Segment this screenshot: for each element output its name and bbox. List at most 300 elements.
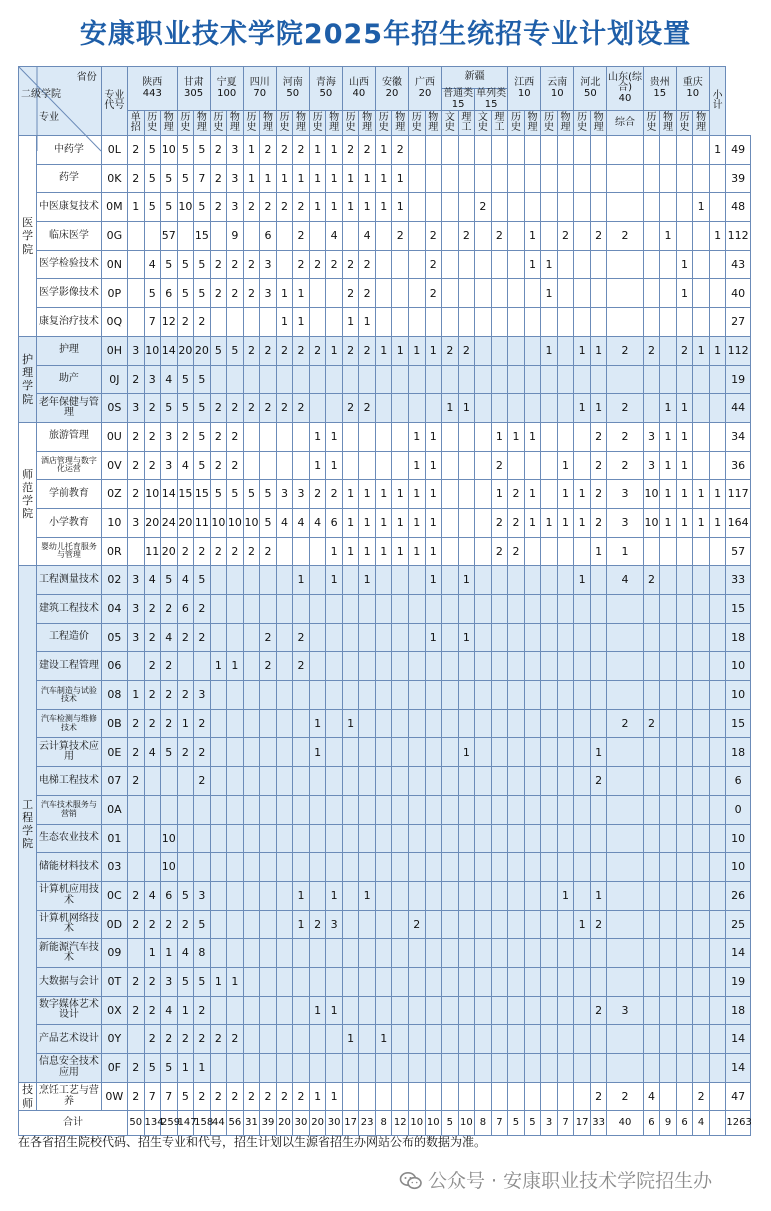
value-cell: 1 bbox=[375, 537, 392, 566]
table-row bbox=[19, 1082, 751, 1111]
value-cell: 10 bbox=[161, 853, 178, 882]
subject-header: 物理 bbox=[293, 111, 310, 136]
value-cell bbox=[557, 164, 574, 193]
value-cell: 5 bbox=[161, 1054, 178, 1083]
value-cell bbox=[660, 967, 677, 996]
value-cell bbox=[508, 595, 525, 624]
value-cell: 1 bbox=[693, 336, 710, 365]
value-cell bbox=[693, 967, 710, 996]
value-cell bbox=[375, 767, 392, 796]
value-cell: 5 bbox=[177, 394, 194, 423]
value-cell bbox=[643, 1054, 660, 1083]
subject-header: 历史 bbox=[409, 111, 426, 136]
value-cell: 3 bbox=[161, 451, 178, 480]
value-cell bbox=[210, 222, 227, 251]
value-cell bbox=[607, 595, 643, 624]
value-cell bbox=[409, 566, 426, 595]
value-cell bbox=[127, 1025, 144, 1054]
major-cell: 建筑工程技术 bbox=[37, 595, 102, 624]
value-cell bbox=[574, 193, 591, 222]
value-cell: 2 bbox=[227, 1025, 244, 1054]
value-cell bbox=[491, 279, 508, 308]
value-cell bbox=[574, 1082, 591, 1111]
value-cell bbox=[574, 738, 591, 767]
value-cell bbox=[409, 738, 426, 767]
value-cell bbox=[541, 623, 558, 652]
value-cell bbox=[693, 881, 710, 910]
value-cell bbox=[709, 738, 726, 767]
value-cell: 1 bbox=[293, 881, 310, 910]
value-cell: 1 bbox=[309, 709, 326, 738]
row-total-cell: 44 bbox=[726, 394, 751, 423]
value-cell bbox=[643, 222, 660, 251]
value-cell bbox=[541, 795, 558, 824]
value-cell bbox=[458, 480, 475, 509]
value-cell bbox=[293, 795, 310, 824]
value-cell bbox=[508, 824, 525, 853]
value-cell bbox=[541, 480, 558, 509]
value-cell bbox=[425, 394, 442, 423]
value-cell bbox=[442, 853, 459, 882]
value-cell bbox=[491, 308, 508, 337]
value-cell bbox=[508, 881, 525, 910]
value-cell: 2 bbox=[144, 422, 161, 451]
value-cell bbox=[676, 164, 693, 193]
value-cell bbox=[676, 365, 693, 394]
totals-label: 合计 bbox=[19, 1111, 128, 1136]
subject-header: 物理 bbox=[194, 111, 211, 136]
value-cell: 3 bbox=[127, 566, 144, 595]
value-cell bbox=[243, 222, 260, 251]
value-cell bbox=[676, 824, 693, 853]
value-cell bbox=[643, 853, 660, 882]
value-cell: 2 bbox=[194, 996, 211, 1025]
value-cell: 1 bbox=[541, 279, 558, 308]
value-cell bbox=[524, 136, 541, 165]
subject-header: 历史 bbox=[177, 111, 194, 136]
value-cell: 5 bbox=[177, 136, 194, 165]
value-cell: 1 bbox=[127, 193, 144, 222]
value-cell: 2 bbox=[458, 222, 475, 251]
value-cell bbox=[475, 250, 492, 279]
group-name: 单列类 bbox=[476, 88, 507, 99]
value-cell bbox=[590, 595, 607, 624]
value-cell bbox=[359, 767, 376, 796]
value-cell bbox=[557, 939, 574, 968]
value-cell bbox=[643, 996, 660, 1025]
row-total-cell: 19 bbox=[726, 365, 751, 394]
table-row bbox=[19, 336, 751, 365]
value-cell bbox=[309, 1025, 326, 1054]
value-cell bbox=[458, 250, 475, 279]
value-cell: 3 bbox=[161, 422, 178, 451]
value-cell bbox=[326, 967, 343, 996]
row-total-cell: 14 bbox=[726, 1025, 751, 1054]
value-cell: 2 bbox=[227, 1082, 244, 1111]
value-cell bbox=[676, 1054, 693, 1083]
value-cell bbox=[574, 967, 591, 996]
value-cell bbox=[508, 1054, 525, 1083]
major-cell: 汽车检测与维修技术 bbox=[37, 709, 102, 738]
value-cell: 2 bbox=[607, 709, 643, 738]
value-cell: 2 bbox=[127, 881, 144, 910]
value-cell bbox=[524, 279, 541, 308]
value-cell bbox=[607, 910, 643, 939]
value-cell: 2 bbox=[491, 222, 508, 251]
value-cell: 2 bbox=[260, 193, 277, 222]
value-cell bbox=[643, 910, 660, 939]
value-cell bbox=[541, 566, 558, 595]
value-cell bbox=[643, 308, 660, 337]
value-cell bbox=[491, 967, 508, 996]
value-cell bbox=[508, 193, 525, 222]
subject-header: 历史 bbox=[309, 111, 326, 136]
value-cell bbox=[643, 881, 660, 910]
value-cell bbox=[276, 451, 293, 480]
value-cell bbox=[590, 967, 607, 996]
code-cell: 0D bbox=[101, 910, 127, 939]
value-cell: 2 bbox=[309, 910, 326, 939]
value-cell bbox=[210, 738, 227, 767]
value-cell: 1 bbox=[127, 681, 144, 710]
value-cell bbox=[127, 795, 144, 824]
row-total-cell: 15 bbox=[726, 709, 751, 738]
value-cell: 1 bbox=[210, 652, 227, 681]
value-cell: 2 bbox=[243, 336, 260, 365]
value-cell bbox=[326, 394, 343, 423]
province-group bbox=[442, 89, 475, 111]
value-cell bbox=[392, 881, 409, 910]
value-cell bbox=[676, 681, 693, 710]
subject-header: 物理 bbox=[557, 111, 574, 136]
value-cell bbox=[557, 308, 574, 337]
value-cell bbox=[442, 939, 459, 968]
value-cell: 1 bbox=[458, 623, 475, 652]
value-cell: 4 bbox=[177, 451, 194, 480]
value-cell bbox=[442, 308, 459, 337]
value-cell bbox=[309, 853, 326, 882]
province-header bbox=[574, 67, 607, 111]
value-cell bbox=[508, 336, 525, 365]
subject-header: 物理 bbox=[693, 111, 710, 136]
total-value-cell: 147 bbox=[177, 1111, 194, 1136]
value-cell bbox=[660, 1025, 677, 1054]
value-cell: 5 bbox=[260, 508, 277, 537]
value-cell: 1 bbox=[425, 508, 442, 537]
value-cell bbox=[442, 738, 459, 767]
value-cell bbox=[458, 451, 475, 480]
table-row bbox=[19, 1054, 751, 1083]
value-cell bbox=[359, 996, 376, 1025]
value-cell bbox=[590, 939, 607, 968]
value-cell bbox=[326, 738, 343, 767]
value-cell bbox=[409, 595, 426, 624]
value-cell: 5 bbox=[227, 336, 244, 365]
value-cell bbox=[607, 681, 643, 710]
value-cell bbox=[409, 279, 426, 308]
major-cell: 旅游管理 bbox=[37, 422, 102, 451]
subject-header: 物理 bbox=[260, 111, 277, 136]
value-cell bbox=[326, 308, 343, 337]
value-cell bbox=[660, 336, 677, 365]
value-cell: 2 bbox=[127, 738, 144, 767]
code-cell: 03 bbox=[101, 853, 127, 882]
value-cell bbox=[557, 250, 574, 279]
value-cell bbox=[590, 853, 607, 882]
value-cell: 1 bbox=[524, 480, 541, 509]
value-cell bbox=[709, 164, 726, 193]
value-cell bbox=[293, 1025, 310, 1054]
value-cell bbox=[161, 767, 178, 796]
value-cell bbox=[590, 795, 607, 824]
value-cell: 1 bbox=[458, 738, 475, 767]
value-cell bbox=[541, 652, 558, 681]
value-cell: 5 bbox=[227, 480, 244, 509]
value-cell: 1 bbox=[425, 451, 442, 480]
value-cell bbox=[709, 910, 726, 939]
value-cell bbox=[508, 365, 525, 394]
value-cell: 2 bbox=[227, 250, 244, 279]
value-cell bbox=[442, 595, 459, 624]
value-cell bbox=[660, 939, 677, 968]
value-cell bbox=[607, 365, 643, 394]
total-value-cell: 3 bbox=[541, 1111, 558, 1136]
province-header bbox=[607, 67, 643, 111]
total-value-cell: 23 bbox=[359, 1111, 376, 1136]
value-cell bbox=[541, 1054, 558, 1083]
value-cell: 2 bbox=[161, 595, 178, 624]
value-cell bbox=[458, 508, 475, 537]
value-cell bbox=[293, 996, 310, 1025]
value-cell bbox=[127, 652, 144, 681]
value-cell: 1 bbox=[557, 451, 574, 480]
value-cell: 1 bbox=[227, 967, 244, 996]
code-cell: 0L bbox=[101, 136, 127, 165]
value-cell bbox=[475, 738, 492, 767]
value-cell bbox=[243, 795, 260, 824]
total-value-cell: 5 bbox=[508, 1111, 525, 1136]
value-cell bbox=[709, 250, 726, 279]
value-cell: 1 bbox=[524, 422, 541, 451]
province-name: 广西 bbox=[415, 77, 436, 88]
value-cell bbox=[574, 222, 591, 251]
value-cell bbox=[660, 279, 677, 308]
value-cell: 1 bbox=[660, 222, 677, 251]
value-cell bbox=[243, 365, 260, 394]
value-cell: 1 bbox=[144, 939, 161, 968]
value-cell: 2 bbox=[276, 136, 293, 165]
value-cell bbox=[210, 595, 227, 624]
subject-header: 理工 bbox=[491, 111, 508, 136]
value-cell bbox=[260, 795, 277, 824]
value-cell bbox=[508, 709, 525, 738]
value-cell: 1 bbox=[309, 193, 326, 222]
value-cell: 2 bbox=[243, 279, 260, 308]
value-cell bbox=[693, 451, 710, 480]
value-cell: 1 bbox=[574, 508, 591, 537]
value-cell: 2 bbox=[342, 279, 359, 308]
value-cell: 11 bbox=[194, 508, 211, 537]
value-cell: 1 bbox=[375, 1025, 392, 1054]
value-cell bbox=[508, 222, 525, 251]
value-cell bbox=[660, 250, 677, 279]
value-cell bbox=[557, 1054, 574, 1083]
code-cell: 10 bbox=[101, 508, 127, 537]
province-header bbox=[342, 67, 375, 111]
value-cell bbox=[293, 853, 310, 882]
value-cell bbox=[458, 652, 475, 681]
value-cell bbox=[276, 795, 293, 824]
value-cell bbox=[342, 422, 359, 451]
value-cell bbox=[574, 996, 591, 1025]
row-total-cell: 18 bbox=[726, 996, 751, 1025]
value-cell bbox=[293, 709, 310, 738]
value-cell bbox=[442, 1025, 459, 1054]
value-cell: 3 bbox=[643, 451, 660, 480]
value-cell bbox=[442, 164, 459, 193]
value-cell: 2 bbox=[260, 1082, 277, 1111]
value-cell: 4 bbox=[144, 881, 161, 910]
value-cell bbox=[557, 709, 574, 738]
value-cell bbox=[524, 537, 541, 566]
value-cell: 5 bbox=[161, 250, 178, 279]
value-cell bbox=[127, 250, 144, 279]
value-cell: 2 bbox=[127, 1054, 144, 1083]
value-cell: 2 bbox=[127, 767, 144, 796]
value-cell: 2 bbox=[210, 451, 227, 480]
value-cell bbox=[660, 537, 677, 566]
total-value-cell: 10 bbox=[458, 1111, 475, 1136]
total-value-cell: 134 bbox=[144, 1111, 161, 1136]
value-cell: 5 bbox=[194, 422, 211, 451]
value-cell bbox=[709, 595, 726, 624]
value-cell: 10 bbox=[144, 336, 161, 365]
row-total-cell: 47 bbox=[726, 1082, 751, 1111]
value-cell bbox=[342, 652, 359, 681]
value-cell bbox=[660, 824, 677, 853]
value-cell bbox=[491, 824, 508, 853]
value-cell bbox=[210, 996, 227, 1025]
value-cell bbox=[524, 394, 541, 423]
total-value-cell: 8 bbox=[375, 1111, 392, 1136]
value-cell: 1 bbox=[194, 1054, 211, 1083]
value-cell bbox=[243, 623, 260, 652]
value-cell bbox=[574, 595, 591, 624]
value-cell: 2 bbox=[607, 1082, 643, 1111]
value-cell: 7 bbox=[161, 1082, 178, 1111]
value-cell bbox=[375, 738, 392, 767]
value-cell bbox=[676, 652, 693, 681]
value-cell: 2 bbox=[210, 422, 227, 451]
value-cell: 5 bbox=[194, 967, 211, 996]
code-cell: 0N bbox=[101, 250, 127, 279]
value-cell bbox=[660, 652, 677, 681]
value-cell bbox=[442, 681, 459, 710]
value-cell bbox=[260, 1025, 277, 1054]
value-cell: 5 bbox=[243, 480, 260, 509]
value-cell: 2 bbox=[276, 336, 293, 365]
value-cell bbox=[660, 193, 677, 222]
wechat-icon bbox=[400, 1172, 422, 1190]
value-cell: 10 bbox=[643, 480, 660, 509]
value-cell: 2 bbox=[194, 595, 211, 624]
value-cell bbox=[326, 279, 343, 308]
value-cell bbox=[607, 939, 643, 968]
table-row bbox=[19, 1025, 751, 1054]
value-cell bbox=[643, 193, 660, 222]
row-total-cell: 164 bbox=[726, 508, 751, 537]
value-cell bbox=[177, 767, 194, 796]
value-cell: 1 bbox=[342, 480, 359, 509]
value-cell: 12 bbox=[161, 308, 178, 337]
value-cell bbox=[359, 738, 376, 767]
value-cell: 2 bbox=[260, 136, 277, 165]
value-cell bbox=[491, 853, 508, 882]
value-cell bbox=[693, 566, 710, 595]
total-value-cell: 10 bbox=[425, 1111, 442, 1136]
value-cell bbox=[309, 939, 326, 968]
value-cell: 1 bbox=[375, 164, 392, 193]
value-cell bbox=[607, 767, 643, 796]
value-cell: 1 bbox=[676, 394, 693, 423]
value-cell bbox=[293, 681, 310, 710]
value-cell bbox=[342, 1082, 359, 1111]
value-cell: 4 bbox=[144, 566, 161, 595]
row-total-cell: 15 bbox=[726, 595, 751, 624]
province-name: 山东(综合) bbox=[608, 71, 642, 94]
value-cell bbox=[557, 996, 574, 1025]
subject-header: 综合 bbox=[607, 111, 643, 136]
total-value-cell: 20 bbox=[276, 1111, 293, 1136]
value-cell bbox=[607, 250, 643, 279]
value-cell: 2 bbox=[161, 1025, 178, 1054]
value-cell bbox=[392, 910, 409, 939]
value-cell: 2 bbox=[643, 709, 660, 738]
value-cell bbox=[574, 365, 591, 394]
value-cell: 1 bbox=[574, 336, 591, 365]
value-cell: 6 bbox=[326, 508, 343, 537]
value-cell bbox=[276, 595, 293, 624]
value-cell bbox=[693, 365, 710, 394]
value-cell: 2 bbox=[127, 996, 144, 1025]
value-cell: 3 bbox=[161, 967, 178, 996]
table-row bbox=[19, 623, 751, 652]
value-cell bbox=[574, 652, 591, 681]
table-row bbox=[19, 480, 751, 509]
value-cell: 5 bbox=[177, 164, 194, 193]
value-cell: 2 bbox=[359, 250, 376, 279]
value-cell: 5 bbox=[177, 250, 194, 279]
value-cell bbox=[660, 308, 677, 337]
table-row bbox=[19, 451, 751, 480]
value-cell bbox=[359, 365, 376, 394]
value-cell bbox=[392, 623, 409, 652]
value-cell bbox=[557, 422, 574, 451]
value-cell bbox=[676, 996, 693, 1025]
value-cell bbox=[375, 365, 392, 394]
value-cell: 1 bbox=[392, 336, 409, 365]
major-cell: 婴幼儿托育服务与管理 bbox=[37, 537, 102, 566]
province-header bbox=[442, 67, 508, 89]
value-cell: 5 bbox=[161, 738, 178, 767]
subject-header: 物理 bbox=[392, 111, 409, 136]
value-cell bbox=[127, 939, 144, 968]
value-cell bbox=[607, 1054, 643, 1083]
value-cell bbox=[359, 422, 376, 451]
value-cell bbox=[276, 709, 293, 738]
value-cell bbox=[210, 709, 227, 738]
row-total-cell: 33 bbox=[726, 566, 751, 595]
